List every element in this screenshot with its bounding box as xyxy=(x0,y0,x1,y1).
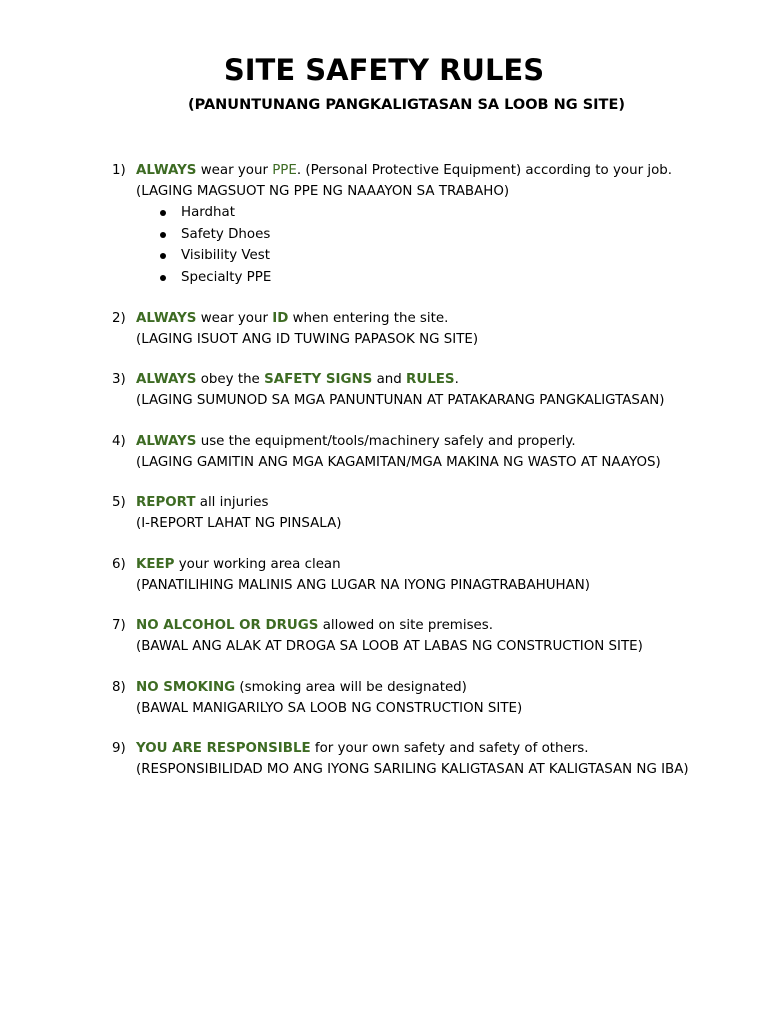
document-subtitle: (PANUNTUNANG PANGKALIGTASAN SA LOOB NG SITE) xyxy=(188,97,625,113)
rule-item xyxy=(112,677,752,719)
bullet-text: Safety Dhoes xyxy=(181,226,271,242)
rule-english-line xyxy=(136,492,752,513)
rule-item xyxy=(112,492,752,534)
rule-keyword: ALWAYS xyxy=(136,433,197,449)
rule-tagalog-line: (LAGING SUMUNOD SA MGA PANUNTUNAN AT PATAKARANG PANGKALIGTASAN) xyxy=(136,393,665,409)
list-item xyxy=(136,202,752,224)
rule-text: and xyxy=(372,372,407,388)
rule-tagalog-line: (LAGING MAGSUOT NG PPE NG NAAAYON SA TRABAHO) xyxy=(136,184,510,199)
rule-item xyxy=(112,308,752,350)
bullet-text: Hardhat xyxy=(181,205,235,220)
bullet-text: Visibility Vest xyxy=(181,248,270,264)
rule-text: your working area clean xyxy=(174,556,341,572)
rule-english-line xyxy=(136,369,752,390)
rule-keyword: ALWAYS xyxy=(136,163,197,178)
rule-keyword: ALWAYS xyxy=(136,310,197,326)
rule-english-line xyxy=(136,554,752,575)
list-item xyxy=(136,224,752,246)
rule-keyword: PPE xyxy=(272,163,297,178)
rule-text: all injuries xyxy=(195,495,269,511)
rule-tagalog-line: (I-REPORT LAHAT NG PINSALA) xyxy=(136,516,342,532)
rule-item xyxy=(112,369,752,411)
rule-english-line xyxy=(136,308,752,329)
rule-english-line xyxy=(136,431,752,452)
rule-english-line xyxy=(136,615,752,636)
rule-english-line xyxy=(136,677,752,698)
rule-keyword: SAFETY SIGNS xyxy=(264,372,373,388)
rule-tagalog-line: (PANATILIHING MALINIS ANG LUGAR NA IYONG PINAGTRABAHUHAN) xyxy=(136,577,590,593)
rule-text: allowed on site premises. xyxy=(318,618,494,634)
rule-keyword: KEEP xyxy=(136,556,175,572)
rule-keyword: REPORT xyxy=(136,495,196,511)
rule-english-line xyxy=(136,160,752,181)
rule-item xyxy=(112,738,752,780)
rule-tagalog-line: (RESPONSIBILIDAD MO ANG IYONG SARILING KALIGTASAN AT KALIGTASAN NG IBA) xyxy=(136,762,689,778)
rule-number: 9) xyxy=(112,741,126,757)
rule-tagalog-line: (LAGING ISUOT ANG ID TUWING PAPASOK NG SITE) xyxy=(136,331,479,347)
rule-number: 3) xyxy=(112,372,126,388)
bullet-icon xyxy=(160,253,166,259)
list-item xyxy=(136,267,752,289)
rule-keyword: RULES xyxy=(406,372,455,388)
rule-item xyxy=(112,431,752,473)
rule-text: for your own safety and safety of others. xyxy=(310,741,589,757)
rule-text: when entering the site. xyxy=(288,310,449,326)
rule-tagalog-line: (BAWAL ANG ALAK AT DROGA SA LOOB AT LABAS NG CONSTRUCTION SITE) xyxy=(136,639,643,655)
rule-item xyxy=(112,554,752,596)
rule-number: 7) xyxy=(112,618,126,634)
document-title: SITE SAFETY RULES xyxy=(223,53,545,87)
ppe-bullet-list xyxy=(136,202,752,288)
rule-text: wear your xyxy=(196,310,273,326)
rule-number: 1) xyxy=(112,163,126,178)
rule-tagalog-line: (BAWAL MANIGARILYO SA LOOB NG CONSTRUCTION SITE) xyxy=(136,700,523,716)
list-item xyxy=(136,245,752,267)
bullet-icon xyxy=(160,210,166,216)
rule-text: obey the xyxy=(196,372,265,388)
rule-text: wear your xyxy=(196,163,273,178)
rule-text: . (Personal Protective Equipment) according to your job. xyxy=(296,163,673,178)
rule-tagalog-line: (LAGING GAMITIN ANG MGA KAGAMITAN/MGA MAKINA NG WASTO AT NAAYOS) xyxy=(136,454,661,470)
rule-keyword: NO ALCOHOL OR DRUGS xyxy=(136,618,319,634)
rule-text: (smoking area will be designated) xyxy=(235,679,467,695)
rule-item xyxy=(112,160,752,288)
bullet-icon xyxy=(160,275,166,281)
rule-keyword: NO SMOKING xyxy=(136,679,236,695)
rule-keyword: ID xyxy=(272,310,289,326)
rule-number: 2) xyxy=(112,310,126,326)
rule-number: 5) xyxy=(112,495,126,511)
rule-number: 6) xyxy=(112,556,126,572)
rules-list xyxy=(112,160,752,780)
rule-keyword: ALWAYS xyxy=(136,372,197,388)
rule-number: 8) xyxy=(112,679,126,695)
rule-number: 4) xyxy=(112,433,126,449)
bullet-icon xyxy=(160,232,166,238)
rule-text: . xyxy=(454,372,459,388)
rule-keyword: YOU ARE RESPONSIBLE xyxy=(136,741,311,757)
rule-item xyxy=(112,615,752,657)
bullet-text: Specialty PPE xyxy=(181,269,272,285)
rule-english-line xyxy=(136,738,752,759)
rule-text: use the equipment/tools/machinery safely and properly. xyxy=(196,433,576,449)
